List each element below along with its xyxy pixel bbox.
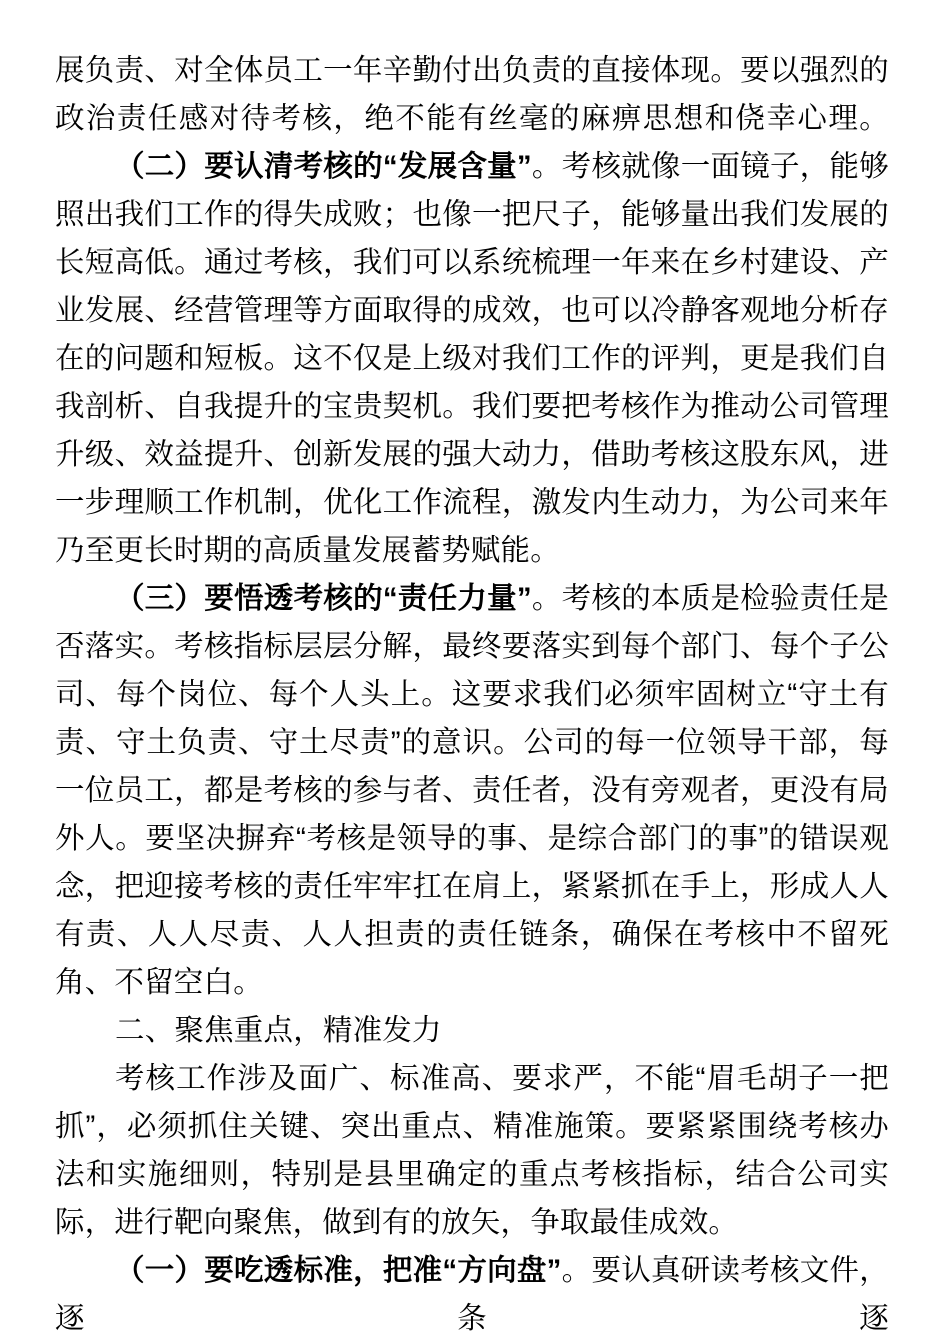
section-heading-two [55,1007,889,1055]
document-body [55,47,889,1343]
paragraph-section-2-intro [55,1055,889,1247]
paragraph-bold-lead: （二）要认清考核的“发展含量” [115,150,532,183]
paragraph-text: 。考核就像一面镜子，能够照出我们工作的得失成败；也像一把尺子，能够量出我们发展的长短高低。通过考核，我们可以系统梳理一年来在乡村建设、产业发展、经营管理等方面取得的成效，也可以冷静客观地分析存在的问题和短板。这不仅是上级对我们工作的评判，更是我们自我剖析、自我提升的宝贵契机。我们要把考核作为推动公司管理升级、效益提升、创新发展的强大动力，借助考核这股东风，进一步理顺工作机制，优化工作流程，激发内生动力，为公司来年乃至更长时期的高质量发展蓄势赋能。 [55,150,889,567]
paragraph-section-2-1 [55,1247,889,1343]
paragraph-section-1-3 [55,575,889,1007]
paragraph-bold-lead: （一）要吃透标准，把准“方向盘” [115,1254,562,1287]
paragraph-text: 考核工作涉及面广、标准高、要求严，不能“眉毛胡子一把抓”，必须抓住关键、突出重点、精准施策。要紧紧围绕考核办法和实施细则，特别是县里确定的重点考核指标，结合公司实际，进行靶向聚焦，做到有的放矢，争取最佳成效。 [55,1062,889,1239]
section-heading-text: 二、聚焦重点，精准发力 [115,1014,442,1047]
paragraph-text: 。要认真研读考核文件，逐条逐 [55,1254,889,1335]
paragraph-text: 。考核的本质是检验责任是否落实。考核指标层层分解，最终要落实到每个部门、每个子公司、每个岗位、每个人头上。这要求我们必须牢固树立“守土有责、守土负责、守土尽责”的意识。公司的每一位领导干部，每一位员工，都是考核的参与者、责任者，没有旁观者，更没有局外人。要坚决摒弃“考核是领导的事、是综合部门的事”的错误观念，把迎接考核的责任牢牢扛在肩上，紧紧抓在手上，形成人人有责、人人尽责、人人担责的责任链条，确保在考核中不留死角、不留空白。 [55,582,889,999]
paragraph-section-1-2 [55,143,889,575]
paragraph-text: 展负责、对全体员工一年辛勤付出负责的直接体现。要以强烈的政治责任感对待考核，绝不能有丝毫的麻痹思想和侥幸心理。 [55,54,889,135]
paragraph-bold-lead: （三）要悟透考核的“责任力量” [115,582,532,615]
paragraph-continued [55,47,889,143]
